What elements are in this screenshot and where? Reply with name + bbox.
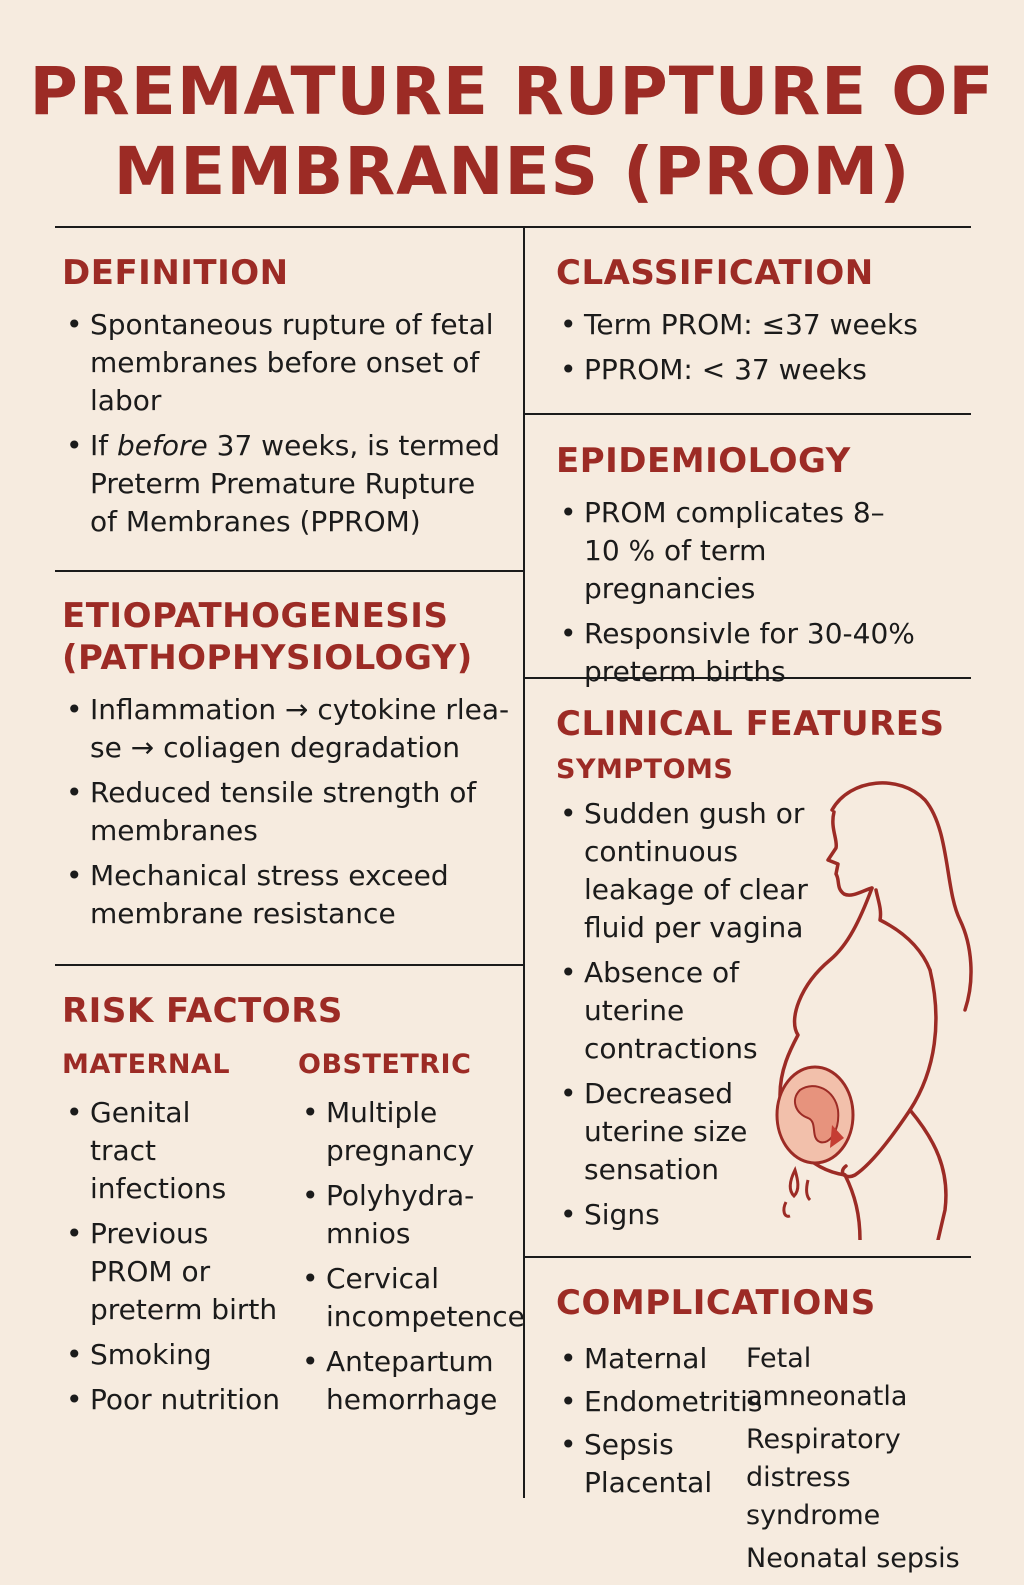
obstetric-item: • Multiple pregnancy [298, 1094, 518, 1170]
epidemiology-heading: EPIDEMIOLOGY [556, 441, 851, 481]
pregnant-woman-icon [760, 770, 980, 1240]
epidemiology-item: • PROM complicates 8–10 % of term pregnancies [556, 494, 916, 608]
complication-item: Neonatal sepsis [746, 1543, 960, 1574]
etiopathogenesis-section [62, 595, 512, 940]
complication-item: • Maternal [556, 1340, 746, 1378]
clinical-features-heading: CLINICAL FEATURES [556, 704, 945, 744]
symptom-item: • Absence of uterine contractions [556, 954, 764, 1068]
maternal-item: • Poor nutrition [62, 1381, 297, 1419]
maternal-column [62, 1048, 297, 1426]
classification-item: • Term PROM: ≤37 weeks [556, 306, 966, 344]
epidemiology-section [556, 440, 916, 698]
definition-section [62, 252, 502, 548]
left-divider-2 [55, 964, 523, 966]
complication-item: Respiratory distress syndrome [746, 1424, 901, 1531]
etiopathogenesis-item: • Reduced tensile strength of membranes [62, 774, 512, 850]
etiopathogenesis-heading: ETIOPATHOGENESIS [62, 596, 449, 636]
maternal-item: • Previous PROM or preterm birth [62, 1215, 297, 1329]
definition-item-term: Preterm Premature Rupture of Membranes (PPROM) [90, 467, 476, 538]
definition-item-mid: 37 weeks, is termed [207, 429, 500, 462]
definition-item [62, 427, 502, 541]
obstetric-column [298, 1048, 525, 1426]
complications-heading: COMPLICATIONS [556, 1283, 876, 1323]
definition-item: • Spontaneous rupture of fetal membranes before onset of labor [62, 306, 502, 420]
title-line-2: MEMBRANES (PROM) [113, 133, 911, 210]
etiopathogenesis-item: • Mechanical stress exceed membrane resistance [62, 857, 512, 933]
obstetric-item: • Cervical incompetence [298, 1260, 518, 1336]
definition-heading: DEFINITION [62, 253, 289, 293]
epidemiology-item: • Responsivle for 30-40% preterm births [556, 615, 916, 691]
complication-item: Fetal amneonatla [746, 1343, 908, 1412]
classification-section [556, 252, 966, 396]
classification-heading: CLASSIFICATION [556, 253, 874, 293]
definition-item-prefix: If [90, 429, 118, 462]
symptoms-subheading: SYMPTOMS [556, 754, 734, 785]
title-line-1: PREMATURE RUPTURE OF [29, 53, 995, 130]
left-divider-1 [55, 570, 523, 572]
risk-factors-heading: RISK FACTORS [62, 991, 343, 1031]
right-divider-3 [525, 1256, 971, 1258]
complication-item: • Sepsis [556, 1426, 746, 1464]
obstetric-item: • Polyhydra-mnios [298, 1177, 476, 1253]
maternal-heading: MATERNAL [62, 1049, 231, 1080]
symptom-item: • Sudden gush or continuous leakage of clear fluid per vagina [556, 795, 826, 947]
etiopathogenesis-subheading: (PATHOPHYSIOLOGY) [62, 638, 473, 678]
page-title [0, 52, 1024, 212]
symptom-item: • Decreased uterine size sensation [556, 1075, 764, 1189]
complications-section [556, 1282, 976, 1574]
complication-item: • Endometritis [556, 1383, 746, 1421]
definition-item-emphasis: before [117, 429, 208, 462]
maternal-item: • Smoking [62, 1336, 297, 1374]
header-divider [55, 226, 971, 228]
obstetric-heading: OBSTETRIC [298, 1049, 472, 1080]
symptom-item: • Signs [556, 1196, 826, 1234]
etiopathogenesis-item: • Inflammation → cytokine rlea-se → coliagen degradation [62, 691, 512, 767]
maternal-item: • Genital tract infections [62, 1094, 260, 1208]
classification-item: • PPROM: < 37 weeks [556, 351, 966, 389]
obstetric-item: • Antepartum hemorrhage [298, 1343, 518, 1419]
complication-item: Placental [584, 1466, 713, 1499]
right-divider-1 [525, 413, 971, 415]
risk-factors-section [62, 990, 525, 1416]
